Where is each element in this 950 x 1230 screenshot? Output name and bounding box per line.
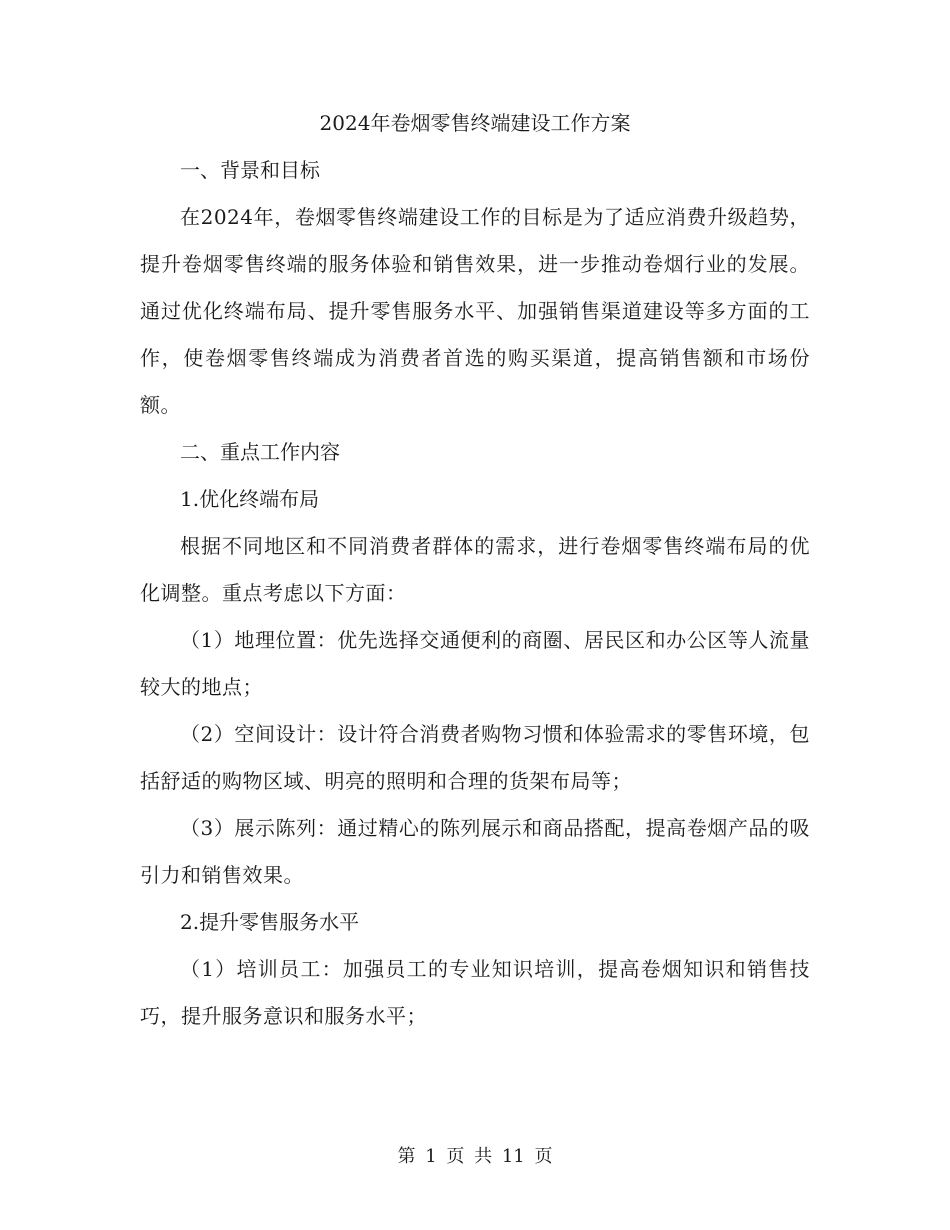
list-item-location: （1）地理位置：优先选择交通便利的商圈、居民区和办公区等人流量较大的地点； [140,628,810,699]
subheading-service-level: 2.提升零售服务水平 [180,910,360,934]
list-item-display: （3）展示陈列：通过精心的陈列展示和商品搭配，提高卷烟产品的吸引力和销售效果。 [140,816,810,887]
section-heading-key-work: 二、重点工作内容 [180,440,340,464]
section-heading-background: 一、背景和目标 [180,158,320,182]
list-item-space-design: （2）空间设计：设计符合消费者购物习惯和体验需求的零售环境，包括舒适的购物区域、明亮的照明和合理的货架布局等； [140,722,810,793]
document-body [140,100,810,1040]
page-number-footer: 第 1 页 共 11 页 [397,1146,553,1167]
paragraph-background: 在2024年，卷烟零售终端建设工作的目标是为了适应消费升级趋势，提升卷烟零售终端的服务体验和销售效果，进一步推动卷烟行业的发展。通过优化终端布局、提升零售服务水平、加强销售渠道建设等多方面的工作，使卷烟零售终端成为消费者首选的购买渠道，提高销售额和市场份额。 [140,205,810,417]
subheading-optimize-layout: 1.优化终端布局 [180,487,320,511]
list-item-training: （1）培训员工：加强员工的专业知识培训，提高卷烟知识和销售技巧，提升服务意识和服务水平； [140,957,810,1028]
paragraph-layout-intro: 根据不同地区和不同消费者群体的需求，进行卷烟零售终端布局的优化调整。重点考虑以下方面： [140,534,810,605]
document-title: 2024年卷烟零售终端建设工作方案 [319,111,631,135]
